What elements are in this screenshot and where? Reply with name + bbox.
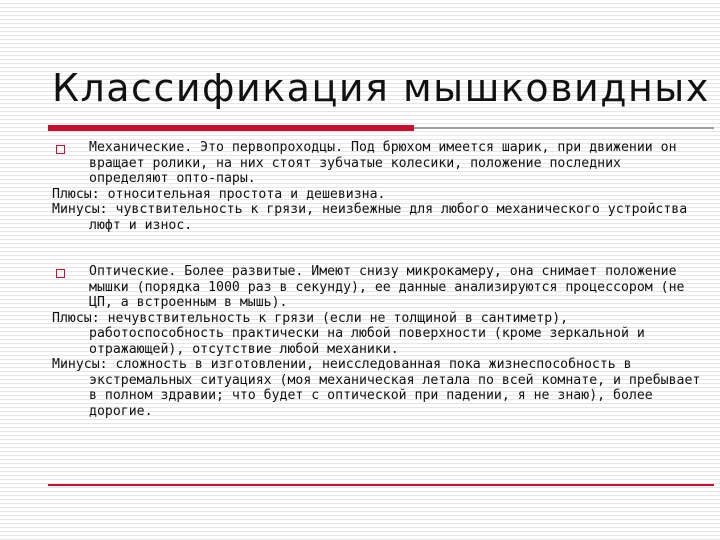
title-underline-accent [48, 125, 414, 131]
section-optical [52, 264, 702, 419]
bullet-text-mechanical: Механические. Это первопроходцы. Под брюхом имеется шарик, при движении он вращает ролики, на них стоят зубчатые колесики, положение последних определяют опто-пары. [89, 140, 677, 186]
section-spacer [52, 233, 702, 264]
pros-mechanical: Плюсы: относительная простота и дешевизна. [52, 186, 386, 202]
hollow-square-bullet-icon [56, 269, 65, 278]
slide-title: Классификация мышковидных [52, 66, 710, 110]
slide-body [52, 140, 702, 419]
pros-optical: Плюсы: нечувствительность к грязи (если не толщиной в сантиметр), работоспособность практически на любой поверхности (кроме зеркальной и отражающей), отсутствие любой механики. [52, 310, 645, 357]
section-mechanical [52, 140, 702, 233]
cons-optical: Минусы: сложность в изготовлении, неисследованная пока жизнеспособность в экстремальных ситуациях (моя механическая летала по всей комнате, и пребывает в полном здравии; что будет с оптической при падении, я не знаю), более дорогие. [52, 357, 701, 419]
bullet-item-mechanical [52, 140, 702, 187]
footer-rule [48, 484, 714, 486]
bullet-item-optical [52, 264, 702, 311]
bullet-text-optical: Оптические. Более развитые. Имеют снизу микрокамеру, она снимает положение мышки (порядка 1000 раз в секунду), ее данные анализируются процессором (не ЦП, а встроенным в мышь). [89, 264, 685, 310]
hollow-square-bullet-icon [56, 145, 65, 154]
title-underline [48, 125, 714, 131]
cons-mechanical: Минусы: чувствительность к грязи, неизбежные для любого механического устройства люфт и износ. [52, 202, 688, 233]
title-underline-thin [414, 127, 714, 129]
